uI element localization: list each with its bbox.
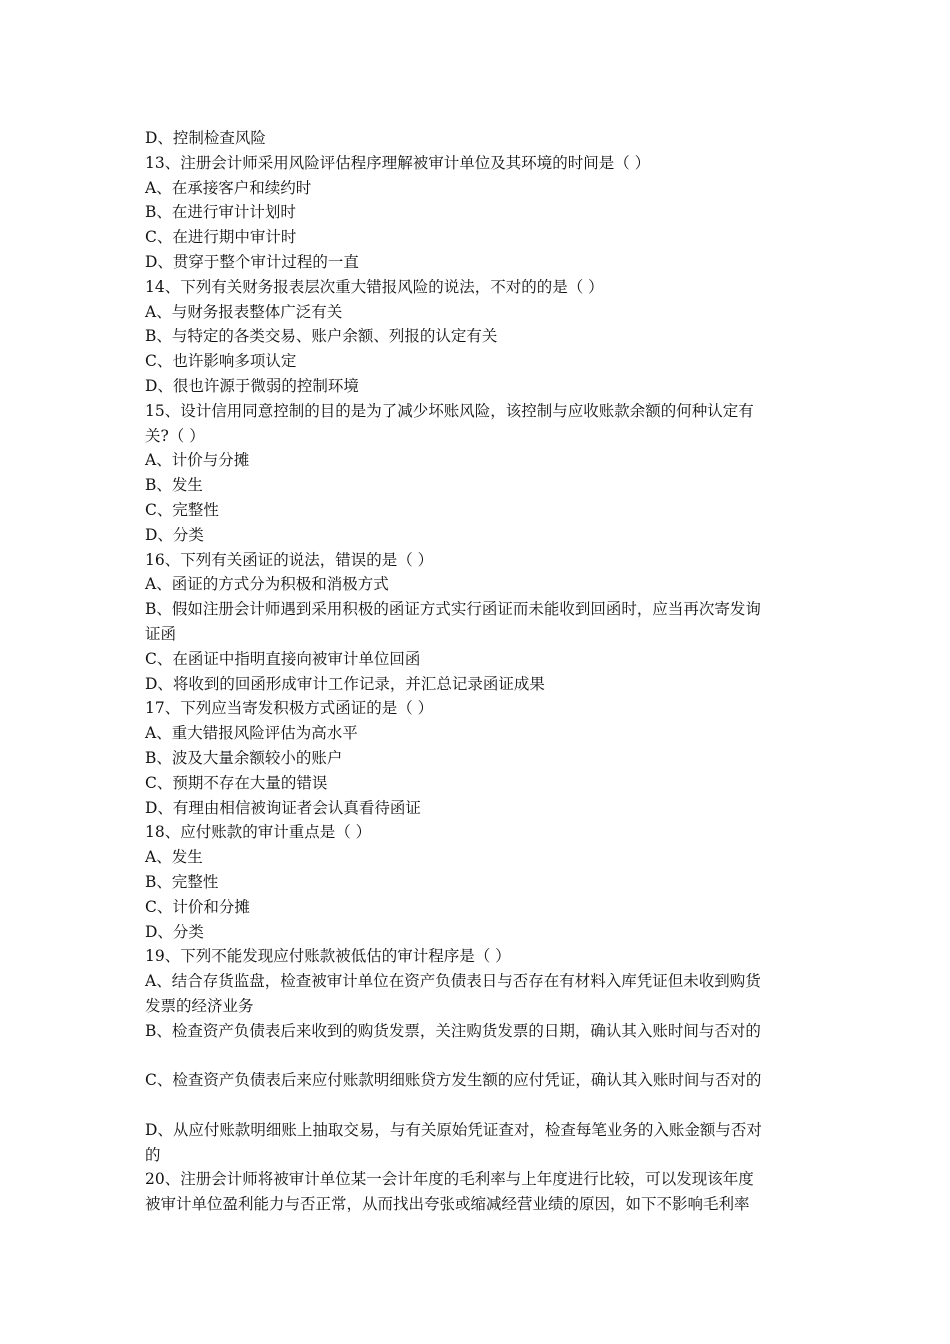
text-line: 20、注册会计师将被审计单位某一会计年度的毛利率与上年度进行比较，可以发现该年度 (145, 1170, 754, 1189)
text-line: D、分类 (145, 525, 204, 544)
text-line: 17、下列应当寄发积极方式函证的是（ ） (145, 699, 434, 718)
text-line: A、在承接客户和续约时 (145, 178, 312, 197)
text-line: D、将收到的回函形成审计工作记录，并汇总记录函证成果 (145, 674, 545, 693)
text-line: 16、下列有关函证的说法，错误的是（ ） (145, 550, 434, 569)
text-line: 14、下列有关财务报表层次重大错报风险的说法，不对的的是（ ） (145, 277, 604, 296)
text-line: C、在进行期中审计时 (145, 228, 297, 247)
text-line: D、分类 (145, 922, 204, 941)
text-line: B、与特定的各类交易、账户余额、列报的认定有关 (145, 327, 498, 346)
text-line: B、在进行审计计划时 (145, 203, 296, 222)
text-line: 关?（ ） (145, 426, 205, 445)
text-line: 的 (145, 1145, 161, 1164)
text-line: D、很也许源于微弱的控制环境 (145, 376, 359, 395)
text-line: C、检查资产负债表后来应付账款明细账贷方发生额的应付凭证，确认其入账时间与否对的 (145, 1071, 762, 1090)
text-line: B、波及大量余额较小的账户 (145, 748, 343, 767)
text-line: C、计价和分摊 (145, 897, 250, 916)
text-line: D、贯穿于整个审计过程的一直 (145, 252, 359, 271)
text-line: B、检查资产负债表后来收到的购货发票，关注购货发票的日期，确认其入账时间与否对的 (145, 1021, 761, 1040)
text-line: 13、注册会计师采用风险评估程序理解被审计单位及其环境的时间是（ ） (145, 153, 651, 172)
text-line: D、从应付账款明细账上抽取交易，与有关原始凭证查对，检查每笔业务的入账金额与否对 (145, 1120, 762, 1139)
text-line: 被审计单位盈利能力与否正常，从而找出夸张或缩减经营业绩的原因，如下不影响毛利率 (145, 1195, 750, 1214)
text-line: C、也许影响多项认定 (145, 352, 297, 371)
text-line: C、预期不存在大量的错误 (145, 773, 328, 792)
text-line: B、完整性 (145, 872, 219, 891)
text-line: D、有理由相信被询证者会认真看待函证 (145, 798, 421, 817)
text-line: C、完整性 (145, 500, 219, 519)
text-line: A、结合存货监盘，检查被审计单位在资产负债表日与否存在有材料入库凭证但未收到购货 (145, 972, 761, 991)
text-line: 18、应付账款的审计重点是（ ） (145, 823, 372, 842)
text-line: B、发生 (145, 476, 203, 495)
text-line (145, 1093, 810, 1118)
text-line: 证函 (145, 624, 177, 643)
text-line: A、重大错报风险评估为高水平 (145, 724, 358, 743)
text-line: A、与财务报表整体广泛有关 (145, 302, 343, 321)
text-line: D、控制检查风险 (145, 129, 266, 147)
document-page (145, 126, 810, 1217)
text-line: A、函证的方式分为积极和消极方式 (145, 575, 389, 594)
text-line: A、计价与分摊 (145, 451, 250, 470)
text-line: 发票的经济业务 (145, 996, 254, 1015)
text-line: 15、设计信用同意控制的目的是为了减少坏账风险，该控制与应收账款余额的何种认定有 (145, 401, 754, 420)
text-line: B、假如注册会计师遇到采用积极的函证方式实行函证而未能收到回函时，应当再次寄发询 (145, 600, 761, 619)
text-line (145, 1043, 810, 1068)
text-line: A、发生 (145, 848, 203, 867)
text-line: C、在函证中指明直接向被审计单位回函 (145, 649, 421, 668)
text-line: 19、下列不能发现应付账款被低估的审计程序是（ ） (145, 947, 511, 966)
